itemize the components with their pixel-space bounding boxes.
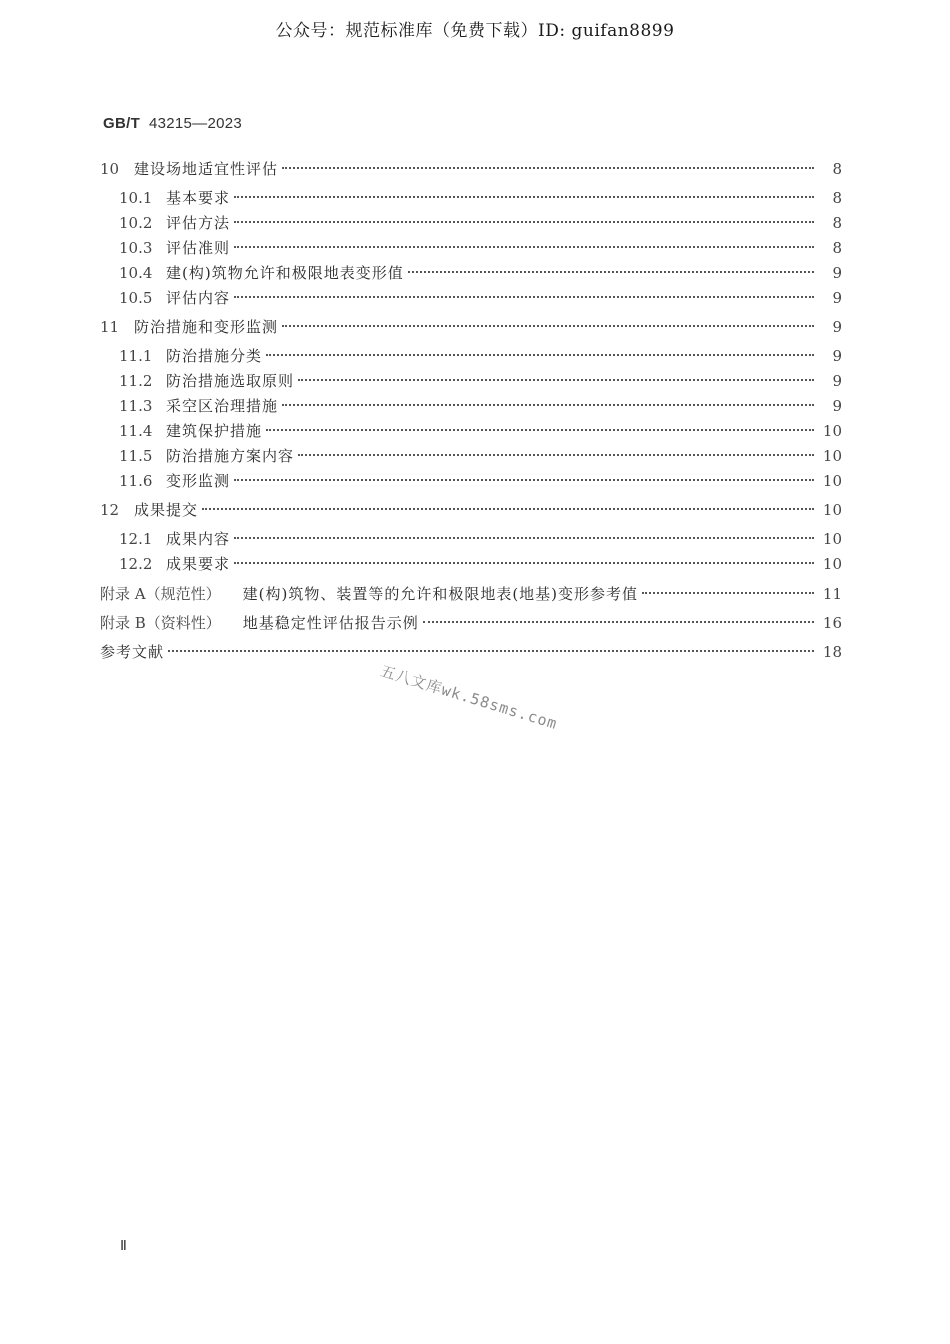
toc-entry-title: 评估方法: [166, 214, 231, 232]
toc-entry-page: 10: [822, 447, 842, 465]
toc-entry-title: 防治措施选取原则: [166, 372, 295, 390]
toc-entry-title: 成果要求: [166, 555, 231, 573]
toc-entry-number: 10.1: [119, 189, 153, 207]
toc-entry-page: 9: [832, 318, 842, 336]
toc-leader-dots: [168, 650, 814, 652]
page-number: Ⅱ: [120, 1239, 127, 1254]
toc-entry-title: 成果提交: [134, 501, 199, 519]
toc-leader-dots: [408, 271, 814, 273]
toc-entry-number: 附录 B（资料性）: [100, 614, 221, 632]
toc-entry-12[interactable]: [100, 499, 842, 521]
toc-entry-title: 采空区治理措施: [166, 397, 279, 415]
toc-entry-page: 11: [822, 585, 842, 603]
toc-entry-title: 评估准则: [166, 239, 231, 257]
toc-entry-11[interactable]: [100, 316, 842, 338]
toc-entry-page: 9: [832, 397, 842, 415]
toc-entry-page: 9: [832, 347, 842, 365]
toc-entry-title: 基本要求: [166, 189, 231, 207]
toc-entry-appendix-a[interactable]: [100, 583, 842, 605]
watermark: 五八文库wk.58sms.com: [378, 661, 560, 734]
toc-entry-10-1[interactable]: [119, 187, 842, 209]
toc-entry-number: 附录 A（规范性）: [100, 585, 221, 603]
toc-leader-dots: [298, 379, 814, 381]
toc-leader-dots: [234, 562, 814, 564]
document-code-number: 43215—2023: [148, 115, 243, 132]
toc-entry-10-4[interactable]: [119, 262, 842, 284]
toc-entry-number: 12.1: [119, 530, 153, 548]
toc-entry-11-2[interactable]: [119, 370, 842, 392]
toc-entry-page: 16: [822, 614, 842, 632]
toc-entry-12-1[interactable]: [119, 528, 842, 550]
toc-entry-title: 防治措施和变形监测: [134, 318, 279, 336]
toc-entry-number: 11.5: [119, 447, 153, 465]
toc-leader-dots: [234, 479, 814, 481]
toc-entry-page: 8: [832, 214, 842, 232]
toc-entry-11-5[interactable]: [119, 445, 842, 467]
document-code: [103, 115, 242, 132]
toc-leader-dots: [234, 221, 814, 223]
toc-entry-page: 18: [822, 643, 842, 661]
toc-entry-11-4[interactable]: [119, 420, 842, 442]
toc-entry-10-2[interactable]: [119, 212, 842, 234]
top-banner: 公众号：规范标准库（免费下载）ID: guifan8899: [275, 21, 675, 41]
toc-entry-10-3[interactable]: [119, 237, 842, 259]
toc-entry-page: 10: [822, 555, 842, 573]
toc-entry-page: 10: [822, 472, 842, 490]
toc-entry-title: 建设场地适宜性评估: [134, 160, 279, 178]
toc-entry-number: 12.2: [119, 555, 153, 573]
toc-entry-number: 10.3: [119, 239, 153, 257]
toc-entry-number: 12: [100, 501, 120, 519]
toc-leader-dots: [202, 508, 814, 510]
toc-entry-references[interactable]: [100, 641, 842, 663]
toc-leader-dots: [642, 592, 814, 594]
toc-entry-title: 成果内容: [166, 530, 231, 548]
toc-entry-title: 地基稳定性评估报告示例: [242, 614, 419, 632]
toc-entry-page: 8: [832, 160, 842, 178]
toc-entry-page: 9: [832, 372, 842, 390]
toc-entry-page: 10: [822, 530, 842, 548]
toc-leader-dots: [234, 296, 814, 298]
toc-entry-10[interactable]: [100, 158, 842, 180]
toc-entry-title: 建(构)筑物、装置等的允许和极限地表(地基)变形参考值: [242, 585, 639, 603]
toc-entry-number: 11.3: [119, 397, 153, 415]
toc-entry-title: 变形监测: [166, 472, 231, 490]
toc-entry-page: 10: [822, 422, 842, 440]
toc-entry-page: 8: [832, 189, 842, 207]
toc-entry-number: 11.6: [119, 472, 153, 490]
toc-entry-11-1[interactable]: [119, 345, 842, 367]
toc-entry-title: 参考文献: [100, 643, 165, 661]
toc-entry-11-3[interactable]: [119, 395, 842, 417]
document-code-prefix: GB/T: [103, 115, 141, 132]
toc-entry-page: 9: [832, 264, 842, 282]
toc-entry-appendix-b[interactable]: [100, 612, 842, 634]
toc-entry-11-6[interactable]: [119, 470, 842, 492]
toc-entry-number: 10.4: [119, 264, 153, 282]
toc-entry-number: 11.1: [119, 347, 153, 365]
toc-leader-dots: [423, 621, 814, 623]
toc-leader-dots: [266, 429, 814, 431]
toc-entry-number: 10.5: [119, 289, 153, 307]
toc-entry-page: 8: [832, 239, 842, 257]
toc-leader-dots: [282, 167, 814, 169]
toc-leader-dots: [234, 246, 814, 248]
toc-entry-number: 10: [100, 160, 120, 178]
toc-leader-dots: [266, 354, 814, 356]
toc-entry-10-5[interactable]: [119, 287, 842, 309]
toc-entry-12-2[interactable]: [119, 553, 842, 575]
toc-entry-title: 建筑保护措施: [166, 422, 263, 440]
toc-leader-dots: [298, 454, 814, 456]
toc-entry-number: 11.2: [119, 372, 153, 390]
toc-entry-number: 10.2: [119, 214, 153, 232]
toc-leader-dots: [234, 537, 814, 539]
toc-entry-number: 11: [100, 318, 120, 336]
toc-entry-page: 10: [822, 501, 842, 519]
toc-leader-dots: [282, 325, 814, 327]
toc-entry-page: 9: [832, 289, 842, 307]
toc-entry-title: 建(构)筑物允许和极限地表变形值: [166, 264, 404, 282]
toc-entry-title: 防治措施方案内容: [166, 447, 295, 465]
toc-leader-dots: [234, 196, 814, 198]
toc-entry-title: 防治措施分类: [166, 347, 263, 365]
toc-entry-title: 评估内容: [166, 289, 231, 307]
toc-leader-dots: [282, 404, 814, 406]
toc-entry-number: 11.4: [119, 422, 153, 440]
